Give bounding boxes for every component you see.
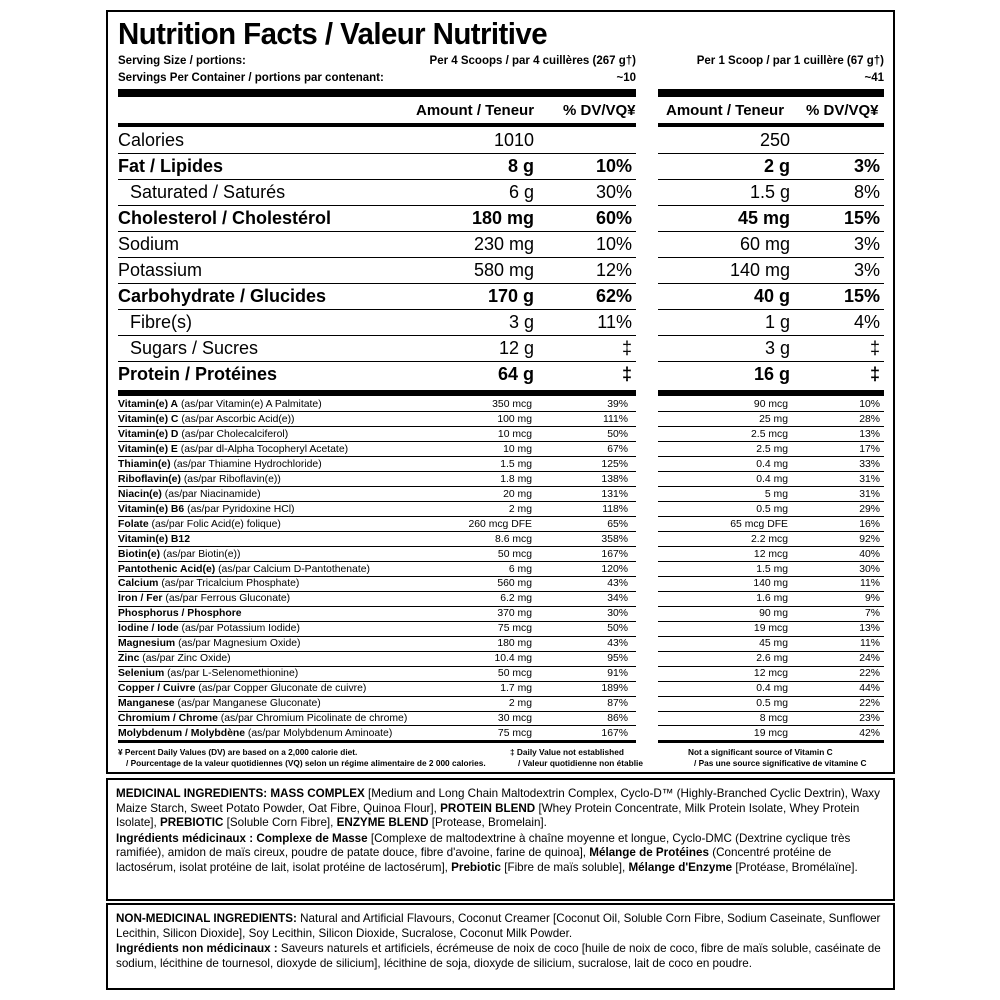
amount-per-1: 250 <box>759 130 790 150</box>
micro-dv-per-1: 23% <box>859 713 880 724</box>
amount-per-4: 64 g <box>497 364 534 384</box>
thick-rule-left <box>118 89 636 97</box>
micro-amount-per-4: 10 mg <box>503 443 532 455</box>
servings-4-value: ~10 <box>616 72 636 84</box>
footnote-rule-left <box>118 740 636 743</box>
micronutrient-source: (as/par L-Selenomethionine) <box>167 668 299 680</box>
micro-dv-per-1: 29% <box>859 503 880 515</box>
dv-footnote-line1: ¥ Percent Daily Values (DV) are based on a 2,000 calorie diet. <box>118 747 358 757</box>
nutrient-label: Sugars / Sucres <box>130 338 259 358</box>
micro-dv-per-1: 9% <box>864 593 880 605</box>
dv-per-1: 3% <box>853 234 880 254</box>
micronutrient-name: Vitamin(e) D <box>118 428 179 440</box>
micronutrient-source: (as/par Molybdenum Aminoate) <box>247 727 393 739</box>
non-medicinal-label: NON-MEDICINAL INGREDIENTS: <box>116 911 297 925</box>
micronutrient-source: (as/par Cholecalciferol) <box>181 428 289 440</box>
micro-dv-per-4: 50% <box>607 428 628 440</box>
micro-amount-per-4: 20 mg <box>503 488 532 500</box>
micro-amount-per-4: 8.6 mcg <box>495 533 532 545</box>
micronutrient-label <box>118 427 288 442</box>
micronutrient-label <box>118 457 322 472</box>
micro-dv-per-1: 10% <box>859 399 880 410</box>
amount-per-4: 3 g <box>508 312 534 332</box>
micronutrient-label <box>118 517 281 532</box>
per-1-scoop-label: Per 1 Scoop / par 1 cuillère (67 g†) <box>696 55 884 67</box>
non-medicinal-fr-text: Saveurs naturels et artificiels, écrémeuse de noix de coco [huile de noix de coco, fibre de maïs soluble, caséinate de sodium, lécithine de tournesol, dioxyde de silicium], lécithine de soja, dioxyde de silicium, sucralose, lait de coco en poudre. <box>116 941 881 970</box>
micronutrient-label <box>118 636 301 651</box>
dv-per-1: 8% <box>853 182 880 202</box>
amount-per-4: 12 g <box>498 338 534 358</box>
micro-amount-per-4: 75 mcg <box>497 623 532 635</box>
micro-dv-per-4: 120% <box>601 563 628 575</box>
micro-amount-per-4: 1.5 mg <box>500 458 532 470</box>
micro-dv-per-4: 91% <box>607 668 628 680</box>
micro-dv-per-4: 30% <box>607 608 628 620</box>
micro-dv-per-1: 11% <box>859 638 880 650</box>
micro-dv-per-1: 11% <box>859 578 880 590</box>
prebiotic-label: PREBIOTIC <box>160 815 224 830</box>
micronutrient-label <box>118 472 281 487</box>
prebiotic-text: [Soluble Corn Fibre], <box>226 815 334 830</box>
micro-dv-per-4: 67% <box>607 443 628 455</box>
micro-amount-per-4: 100 mg <box>497 413 532 425</box>
micronutrient-source: (as/par Thiamine Hydrochloride) <box>173 458 322 470</box>
micronutrient-name: Copper / Cuivre <box>118 683 196 694</box>
micro-amount-per-1: 2.5 mg <box>756 443 788 455</box>
micro-dv-per-4: 125% <box>601 458 628 470</box>
micronutrient-source: (as/par Manganese Gluconate) <box>177 698 321 709</box>
micronutrient-name: Vitamin(e) B12 <box>118 533 190 545</box>
micro-dv-per-1: 13% <box>859 428 880 440</box>
dv-per-4: 11% <box>597 312 632 332</box>
nutrient-label: Fibre(s) <box>130 312 192 332</box>
nutrient-label: Calories <box>118 130 185 150</box>
amount-per-4: 1010 <box>493 130 534 150</box>
non-medicinal-fr <box>116 941 882 970</box>
dv-per-4: 30% <box>595 182 632 202</box>
micronutrient-source: (as/par Vitamin(e) A Palmitate) <box>180 399 322 410</box>
amount-header-right: Amount / Teneur <box>666 102 785 119</box>
micro-amount-per-1: 12 mcg <box>753 668 788 680</box>
dv-per-4: 60% <box>595 208 632 228</box>
micro-dv-per-1: 31% <box>859 488 880 500</box>
micronutrient-label <box>118 576 299 591</box>
micro-dv-per-4: 358% <box>601 533 628 545</box>
micro-dv-per-4: 118% <box>602 503 628 515</box>
micro-amount-per-1: 45 mg <box>759 638 788 650</box>
micronutrient-label <box>118 562 370 577</box>
dv-per-1: ‡ <box>869 364 880 384</box>
micronutrient-source: (as/par Tricalcium Phosphate) <box>161 578 300 590</box>
micronutrient-name: Riboflavin(e) <box>118 473 181 485</box>
micronutrient-name: Zinc <box>118 653 140 665</box>
micro-dv-per-1: 17% <box>859 443 880 455</box>
micronutrient-name: Thiamin(e) <box>118 458 171 470</box>
micronutrient-label <box>118 711 407 726</box>
micro-amount-per-1: 140 mg <box>753 578 788 590</box>
dv-footnote-line2: / Pourcentage de la valeur quotidiennes (VQ) selon un régime alimentaire de 2 000 calories. <box>126 758 486 768</box>
amount-per-1: 2 g <box>763 156 790 176</box>
micronutrient-label <box>118 502 295 517</box>
micro-dv-per-4: 167% <box>601 727 628 739</box>
micronutrient-name: Vitamin(e) E <box>118 443 178 455</box>
micronutrient-label <box>118 651 231 666</box>
dv-per-4: 10% <box>595 234 632 254</box>
amount-per-4: 8 g <box>507 156 534 176</box>
micronutrient-name: Iodine / Iode <box>118 623 179 635</box>
micronutrient-name: Chromium / Chrome <box>118 713 218 724</box>
micronutrient-name: Phosphorus / Phosphore <box>118 608 242 620</box>
amount-per-1: 1 g <box>764 312 790 332</box>
nutrient-label: Carbohydrate / Glucides <box>118 286 327 306</box>
micro-amount-per-4: 10 mcg <box>497 428 532 440</box>
micronutrient-label <box>118 666 298 681</box>
mass-complex-text: [Medium and Long Chain Maltodextrin Complex, Cyclo-D™ (Highly-Branched Cyclic Dextrin), Waxy Maize Starch, Sweet Potato Powder, Oat Fibre, Quinoa Flour], <box>116 786 880 815</box>
dv-per-1: 3% <box>853 156 880 176</box>
micro-dv-per-1: 30% <box>859 563 880 575</box>
micronutrient-name: Biotin(e) <box>118 548 161 560</box>
nutrient-label: Cholesterol / Cholestérol <box>118 208 332 228</box>
nutrient-label: Potassium <box>118 260 203 280</box>
micronutrient-source: (as/par Riboflavin(e)) <box>183 473 281 485</box>
micro-amount-per-1: 0.4 mg <box>756 683 788 694</box>
dv-per-4: 62% <box>595 286 632 306</box>
mass-complex-fr-text: [Complexe de maltodextrine à chaîne moyenne et longue, Cyclo-DMC (Dextrine cyclique très ramifiée), amidon de maïs cireux, poudre de patate douce, fibre d'avoine, farine de quinoa], <box>116 830 851 860</box>
micronutrient-name: Folate <box>118 518 149 530</box>
serving-size-label: Serving Size / portions: <box>118 55 246 67</box>
micronutrient-name: Manganese <box>118 698 175 709</box>
micronutrient-source: (as/par Biotin(e)) <box>163 548 241 560</box>
micronutrient-name: Molybdenum / Molybdène <box>118 727 246 739</box>
micro-dv-per-4: 86% <box>607 713 628 724</box>
micro-amount-per-4: 10.4 mg <box>494 653 532 665</box>
non-medicinal-fr-label: Ingrédients non médicinaux : <box>116 941 278 956</box>
thick-rule-micro-right <box>658 390 884 396</box>
dv-per-1: 15% <box>843 286 880 306</box>
micro-amount-per-1: 1.5 mg <box>756 563 788 575</box>
amount-per-1: 16 g <box>753 364 790 384</box>
micronutrient-source: (as/par Potassium Iodide) <box>181 623 300 635</box>
micro-amount-per-1: 0.4 mg <box>756 458 788 470</box>
micro-dv-per-1: 13% <box>859 623 880 635</box>
micronutrient-source: (as/par Folic Acid(e) folique) <box>151 518 281 530</box>
micronutrient-name: Selenium <box>118 668 165 680</box>
micro-dv-per-4: 111% <box>602 413 628 425</box>
micro-amount-per-1: 0.4 mg <box>756 473 788 485</box>
footnote-rule-right <box>658 740 884 743</box>
micro-amount-per-4: 6 mg <box>508 563 532 575</box>
nutrition-title: Nutrition Facts / Valeur Nutritive <box>118 16 548 51</box>
amount-per-1: 1.5 g <box>749 182 790 202</box>
micronutrient-source: (as/par Ascorbic Acid(e)) <box>181 413 295 425</box>
micro-amount-per-4: 260 mcg DFE <box>468 518 532 530</box>
non-medicinal-ingredients-panel <box>106 903 895 990</box>
micro-amount-per-4: 6.2 mg <box>500 593 532 605</box>
micro-amount-per-4: 560 mg <box>497 578 532 590</box>
micronutrient-source: (as/par Pyridoxine HCl) <box>187 503 295 515</box>
micronutrient-label <box>118 681 366 696</box>
vitc-footnote-line2: / Pas une source significative de vitamine C <box>694 758 867 768</box>
micronutrient-label <box>118 397 322 412</box>
dv-per-1: 3% <box>853 260 880 280</box>
micronutrient-name: Calcium <box>118 578 159 590</box>
micro-amount-per-4: 50 mcg <box>497 668 532 680</box>
micro-dv-per-1: 92% <box>859 533 880 545</box>
micro-dv-per-4: 138% <box>601 473 628 485</box>
micro-dv-per-1: 22% <box>859 668 880 680</box>
micro-amount-per-1: 19 mcg <box>753 727 788 739</box>
micronutrient-label <box>118 412 295 427</box>
amount-per-1: 3 g <box>764 338 790 358</box>
dv-per-4: ‡ <box>621 338 632 358</box>
micro-amount-per-1: 8 mcg <box>759 713 788 724</box>
micro-dv-per-4: 43% <box>607 638 628 650</box>
nutrient-label: Fat / Lipides <box>118 156 224 176</box>
micro-dv-per-4: 189% <box>601 683 628 694</box>
micro-dv-per-1: 33% <box>859 458 880 470</box>
micro-amount-per-4: 75 mcg <box>497 727 532 739</box>
micro-amount-per-1: 0.5 mg <box>756 698 788 709</box>
medicinal-ingredients-fr <box>116 831 882 875</box>
micro-dv-per-1: 28% <box>859 413 880 425</box>
medicinal-label: MEDICINAL INGREDIENTS: <box>116 786 268 800</box>
micro-amount-per-1: 2.2 mcg <box>751 533 788 545</box>
micro-amount-per-4: 50 mcg <box>497 548 532 560</box>
micro-dv-per-1: 16% <box>859 518 880 530</box>
enzyme-blend-label: ENZYME BLEND <box>336 815 429 830</box>
micro-amount-per-1: 19 mcg <box>753 623 788 635</box>
amount-per-1: 45 mg <box>737 208 790 228</box>
non-medicinal-en <box>116 911 882 940</box>
micronutrient-name: Pantothenic Acid(e) <box>118 563 216 575</box>
micronutrient-source: (as/par Calcium D-Pantothenate) <box>218 563 370 575</box>
micro-amount-per-1: 2.6 mg <box>756 653 788 665</box>
micronutrient-label <box>118 591 290 606</box>
amount-per-4: 230 mg <box>473 234 534 254</box>
protein-blend-fr-label: Mélange de Protéines <box>589 845 709 860</box>
micronutrient-source: (as/par dl-Alpha Tocopheryl Acetate) <box>180 443 349 455</box>
enzyme-fr-label: Mélange d'Enzyme <box>628 859 733 874</box>
micro-amount-per-1: 0.5 mg <box>756 503 788 515</box>
micro-dv-per-4: 50% <box>607 623 628 635</box>
no-dv-footnote-line2: / Valeur quotidienne non établie <box>518 758 643 768</box>
dv-per-1: 4% <box>853 312 880 332</box>
micronutrient-name: Vitamin(e) A <box>118 399 179 410</box>
nutrient-label: Sodium <box>118 234 180 254</box>
medicinal-fr-label: Ingrédients médicinaux : Complexe de Masse <box>116 830 368 845</box>
micro-amount-per-1: 2.5 mcg <box>751 428 788 440</box>
micro-amount-per-1: 25 mg <box>759 413 788 425</box>
micro-dv-per-1: 44% <box>859 683 880 694</box>
micro-dv-per-1: 31% <box>859 473 880 485</box>
vitc-footnote-line1: Not a significant source of Vitamin C <box>688 747 833 757</box>
mass-complex-label: MASS COMPLEX <box>270 786 365 800</box>
amount-per-1: 40 g <box>753 286 790 306</box>
micronutrient-source: (as/par Chromium Picolinate de chrome) <box>220 713 408 724</box>
micro-dv-per-4: 131% <box>601 488 628 500</box>
micronutrient-name: Magnesium <box>118 638 176 650</box>
micro-amount-per-4: 1.8 mg <box>500 473 532 485</box>
mid-rule-right <box>658 123 884 127</box>
non-medicinal-text: Natural and Artificial Flavours, Coconut Creamer [Coconut Oil, Soluble Corn Fibre, Sodium Caseinate, Sunflower Lecithin, Silicon Dioxide], Soy Lecithin, Silicon Dioxide, Sucralose, Coconut Milk Powder. <box>116 911 881 940</box>
micronutrient-label <box>118 606 242 621</box>
amount-header-left: Amount / Teneur <box>416 102 535 119</box>
thick-rule-micro-left <box>118 390 636 396</box>
micro-amount-per-4: 2 mg <box>508 698 532 709</box>
micro-amount-per-1: 90 mg <box>759 608 788 620</box>
micronutrient-label <box>118 532 190 547</box>
micro-amount-per-4: 370 mg <box>497 608 532 620</box>
servings-per-container-label: Servings Per Container / portions par contenant: <box>118 72 384 84</box>
amount-per-4: 170 g <box>487 286 534 306</box>
nutrient-label: Saturated / Saturés <box>130 182 286 202</box>
micro-dv-per-4: 167% <box>601 548 628 560</box>
medicinal-ingredients-en <box>116 786 882 830</box>
mid-rule-left <box>118 123 636 127</box>
dv-per-1 <box>794 128 880 152</box>
micro-amount-per-1: 90 mcg <box>753 399 788 410</box>
micronutrient-label <box>118 442 348 457</box>
micronutrient-source: (as/par Magnesium Oxide) <box>178 638 301 650</box>
thick-rule-right <box>658 89 884 97</box>
micronutrient-label <box>118 547 240 562</box>
amount-per-4: 6 g <box>508 182 534 202</box>
dv-header-right: % DV/VQ¥ <box>806 102 879 119</box>
micro-amount-per-1: 1.6 mg <box>756 593 788 605</box>
no-dv-footnote-line1: ‡ Daily Value not established <box>510 747 624 757</box>
micronutrient-name: Vitamin(e) B6 <box>118 503 185 515</box>
micro-amount-per-4: 180 mg <box>497 638 532 650</box>
enzyme-fr-text: [Protéase, Bromélaïne]. <box>735 859 858 874</box>
amount-per-1: 140 mg <box>729 260 790 280</box>
micronutrient-source: (as/par Zinc Oxide) <box>142 653 231 665</box>
per-4-scoops-label: Per 4 Scoops / par 4 cuillères (267 g†) <box>429 55 636 67</box>
micronutrient-name: Niacin(e) <box>118 488 162 500</box>
micronutrient-source: (as/par Copper Gluconate de cuivre) <box>198 683 367 694</box>
micro-amount-per-4: 30 mcg <box>497 713 532 724</box>
micronutrient-label <box>118 487 261 502</box>
micronutrient-source: (as/par Ferrous Gluconate) <box>165 593 291 605</box>
dv-per-4: 10% <box>595 156 632 176</box>
micro-dv-per-4: 65% <box>607 518 628 530</box>
micronutrient-name: Vitamin(e) C <box>118 413 179 425</box>
prebiotic-fr-label: Prebiotic <box>451 859 501 874</box>
nutrition-facts-panel <box>106 10 895 774</box>
dv-per-4: ‡ <box>621 364 632 384</box>
micro-dv-per-4: 87% <box>607 698 628 709</box>
micro-dv-per-4: 39% <box>607 399 628 410</box>
dv-header-left: % DV/VQ¥ <box>563 102 636 119</box>
servings-1-value: ~41 <box>864 72 884 84</box>
amount-per-4: 580 mg <box>473 260 534 280</box>
protein-blend-fr-text: (Concentré protéine de lactosérum, isolat protéine de lait, isolat protéine de lactosérum], <box>116 845 832 874</box>
protein-blend-text: [Whey Protein Concentrate, Milk Protein Isolate, Whey Protein Isolate], <box>116 800 860 830</box>
amount-per-4: 180 mg <box>471 208 534 228</box>
enzyme-blend-text: [Protease, Bromelain]. <box>431 815 547 830</box>
micro-amount-per-1: 5 mg <box>764 488 788 500</box>
micro-dv-per-4: 43% <box>607 578 628 590</box>
prebiotic-fr-text: [Fibre de maïs soluble], <box>504 859 626 874</box>
micro-amount-per-1: 65 mcg DFE <box>730 518 788 530</box>
micronutrient-source: (as/par Niacinamide) <box>164 488 261 500</box>
micro-dv-per-1: 22% <box>859 698 880 709</box>
protein-blend-label: PROTEIN BLEND <box>440 800 536 815</box>
medicinal-ingredients-panel <box>106 778 895 901</box>
micronutrient-label <box>118 621 300 636</box>
dv-per-1: ‡ <box>869 338 880 358</box>
micro-dv-per-1: 42% <box>859 727 880 739</box>
micronutrient-name: Iron / Fer <box>118 593 163 605</box>
amount-per-1: 60 mg <box>739 234 790 254</box>
micronutrient-label <box>118 726 392 741</box>
nutrient-label: Protein / Protéines <box>118 364 278 384</box>
dv-per-1: 15% <box>843 208 880 228</box>
micro-amount-per-1: 12 mcg <box>753 548 788 560</box>
micro-amount-per-4: 2 mg <box>508 503 532 515</box>
micro-dv-per-1: 7% <box>864 608 880 620</box>
micro-amount-per-4: 1.7 mg <box>500 683 532 694</box>
dv-per-4 <box>538 128 632 152</box>
micro-dv-per-4: 34% <box>607 593 628 605</box>
micro-dv-per-1: 24% <box>859 653 880 665</box>
micro-dv-per-1: 40% <box>859 548 880 560</box>
micro-amount-per-4: 350 mcg <box>492 399 532 410</box>
micro-dv-per-4: 95% <box>607 653 628 665</box>
micronutrient-label <box>118 696 321 711</box>
dv-per-4: 12% <box>595 260 632 280</box>
